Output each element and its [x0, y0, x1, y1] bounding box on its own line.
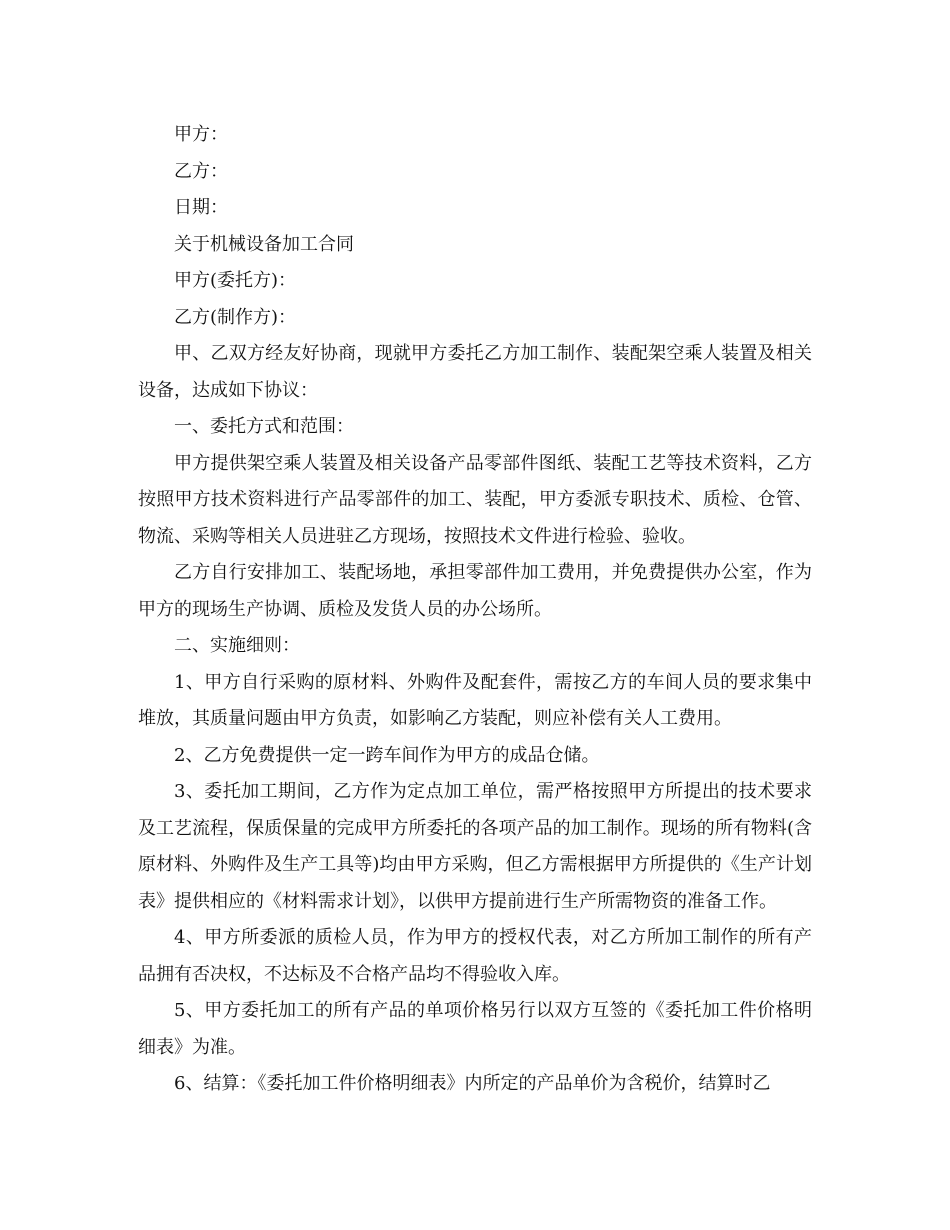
paragraph-intro: 甲、乙双方经友好协商，现就甲方委托乙方加工制作、装配架空乘人装置及相关设备，达成如下协议： [138, 343, 812, 401]
clause-6: 6、结算：《委托加工件价格明细表》内所定的产品单价为含税价，结算时乙 [174, 1073, 771, 1094]
party-a-line: 甲方： [174, 124, 228, 145]
clause-4: 4、甲方所委派的质检人员，作为甲方的授权代表，对乙方所加工制作的所有产品拥有否决权，不达标及不合格产品均不得验收入库。 [138, 927, 812, 985]
client-line: 甲方(委托方)： [174, 270, 297, 291]
contract-title: 关于机械设备加工合同 [174, 233, 354, 255]
paragraph-scope-2: 乙方自行安排加工、装配场地，承担零部件加工费用，并免费提供办公室，作为甲方的现场生产协调、质检及发货人员的办公场所。 [138, 562, 812, 620]
section-heading-1: 一、委托方式和范围： [174, 416, 354, 437]
clause-5: 5、甲方委托加工的所有产品的单项价格另行以双方互签的《委托加工件价格明细表》为准。 [138, 1000, 812, 1058]
contract-body [138, 117, 812, 1103]
date-line: 日期： [174, 197, 228, 218]
party-b-line: 乙方： [174, 160, 228, 182]
clause-2: 2、乙方免费提供一定一跨车间作为甲方的成品仓储。 [174, 744, 600, 766]
paragraph-scope-1: 甲方提供架空乘人装置及相关设备产品零部件图纸、装配工艺等技术资料，乙方按照甲方技术资料进行产品零部件的加工、装配，甲方委派专职技术、质检、仓管、物流、采购等相关人员进驻乙方现场，按照技术文件进行检验、验收。 [138, 452, 812, 547]
clause-1: 1、甲方自行采购的原材料、外购件及配套件，需按乙方的车间人员的要求集中堆放，其质量问题由甲方负责，如影响乙方装配，则应补偿有关人工费用。 [138, 671, 812, 729]
clause-3: 3、委托加工期间，乙方作为定点加工单位，需严格按照甲方所提出的技术要求及工艺流程，保质保量的完成甲方所委托的各项产品的加工制作。现场的所有物料(含原材料、外购件及生产工具等)均由甲方采购，但乙方需根据甲方所提供的《生产计划表》提供相应的《材料需求计划》，以供甲方提前进行生产所需物资的准备工作。 [138, 781, 812, 912]
maker-line: 乙方(制作方)： [174, 306, 297, 328]
section-heading-2: 二、实施细则： [174, 635, 300, 656]
